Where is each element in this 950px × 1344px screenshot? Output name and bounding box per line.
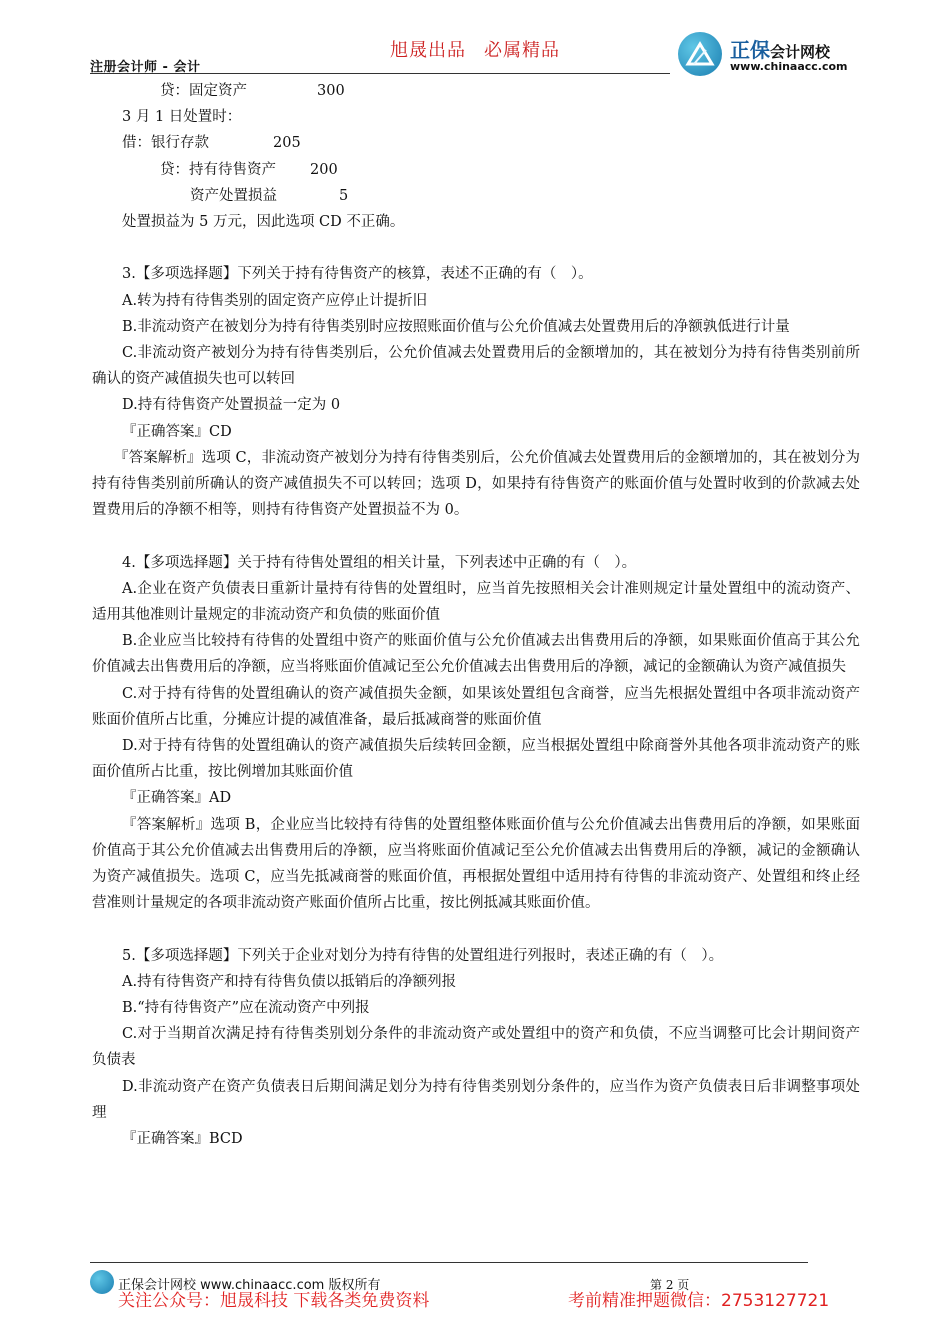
correct-answer: 『正确答案』AD <box>122 790 232 807</box>
question-stem: 5.【多项选择题】下列关于企业对划分为持有待售的处置组进行列报时，表述正确的有（ ）。 <box>122 947 724 964</box>
option-b: B.“持有待售资产”应在流动资产中列报 <box>122 1000 370 1017</box>
footer-logo-icon <box>90 1270 114 1294</box>
answer-analysis: 『答案解析』选项 B，企业应当比较持有待售的处置组整体账面价值与公允价值减去出售费用后的净额，如果账面价值高于其公允价值减去出售费用后的净额，应当将账面价值减记至公允价值减去出售费用后的净额，减记的金额确认为资产减值损失。选项 C，应当先抵减商誉的账面价值，再根据处置组中适用持有待售的非流动资产、处置组和终止经营准则计量规定的各项非流动资产账面价值所占比重，按比例抵减其账面价值。 <box>92 816 860 912</box>
journal-entry: 贷：固定资产 300 <box>160 83 345 99</box>
entry-heading: 3 月 1 日处置时： <box>122 109 242 126</box>
logo-emblem-icon <box>678 32 722 76</box>
option-b: B.非流动资产在被划分为持有待售类别时应按照账面价值与公允价值减去处置费用后的净额孰低进行计量 <box>122 318 790 335</box>
question-stem: 3.【多项选择题】下列关于持有待售资产的核算，表述不正确的有（ ）。 <box>122 266 593 283</box>
option-d: D.非流动资产在资产负债表日后期间满足划分为持有待售类别划分条件的，应当作为资产负债表日后非调整事项处理 <box>92 1078 860 1121</box>
option-d: D.对于持有待售的处置组确认的资产减值损失后续转回金额，应当根据处置组中除商誉外其他各项非流动资产的账面价值所占比重，按比例增加其账面价值 <box>92 738 860 781</box>
question-stem: 4.【多项选择题】关于持有待售处置组的相关计量，下列表述中正确的有（ ）。 <box>122 554 637 571</box>
correct-answer: 『正确答案』BCD <box>122 1131 243 1148</box>
page-number: 第 2 页 <box>650 1278 690 1292</box>
watermark-right: 考前精准押题微信：2753127721 <box>568 1291 830 1311</box>
correct-answer: 『正确答案』CD <box>122 423 232 440</box>
option-a: A.转为持有待售类别的固定资产应停止计提折旧 <box>122 292 428 309</box>
option-a: A.企业在资产负债表日重新计量持有待售的处置组时，应当首先按照相关会计准则规定计量处置组中的流动资产、适用其他准则计量规定的非流动资产和负债的账面价值 <box>92 580 860 624</box>
page-content <box>92 78 860 1152</box>
entry-note: 处置损益为 5 万元，因此选项 CD 不正确。 <box>122 214 405 231</box>
option-b: B.企业应当比较持有待售的处置组中资产的账面价值与公允价值减去出售费用后的净额，如果账面价值高于其公允价值减去出售费用后的净额，应当将账面价值减记至公允价值减去出售费用后的净额，减记的金额确认为资产减值损失 <box>92 633 860 676</box>
brand-logo <box>678 30 878 80</box>
journal-entry: 贷：持有待售资产 200 <box>160 161 338 178</box>
journal-entry: 借：银行存款 205 <box>122 135 301 152</box>
footer-copyright: 正保会计网校 www.chinaacc.com 版权所有 <box>118 1278 381 1293</box>
journal-entry: 资产处置损益 5 <box>190 187 349 204</box>
slogan-1: 旭晟出品 <box>390 40 466 61</box>
logo-name: 正保会计网校 <box>730 38 831 62</box>
option-c: C.对于持有待售的处置组确认的资产减值损失金额，如果该处置组包含商誉，应当先根据处置组中各项非流动资产账面价值所占比重，分摊应计提的减值准备，最后抵减商誉的账面价值 <box>92 685 860 728</box>
logo-url: www.chinaacc.com <box>730 60 848 73</box>
slogan <box>390 36 560 62</box>
watermark-left: 关注公众号：旭晟科技 下载各类免费资料 <box>118 1291 430 1311</box>
option-c: C.对于当期首次满足持有待售类别划分条件的非流动资产或处置组中的资产和负债，不应当调整可比会计期间资产负债表 <box>92 1026 860 1069</box>
slogan-2: 必属精品 <box>484 40 560 61</box>
option-a: A.持有待售资产和持有待售负债以抵销后的净额列报 <box>122 973 457 990</box>
header-rule <box>90 73 670 74</box>
footer-rule <box>90 1262 808 1263</box>
option-c: C.非流动资产被划分为持有待售类别后，公允价值减去处置费用后的金额增加的，其在被划分为持有待售类别前所确认的资产减值损失也可以转回 <box>92 345 860 388</box>
option-d: D.持有待售资产处置损益一定为 0 <box>122 397 341 414</box>
answer-analysis: 『答案解析』选项 C，非流动资产被划分为持有待售类别后，公允价值减去处置费用后的金额增加的，其在被划分为持有待售类别前所确认的资产减值损失不可以转回；选项 D，如果持有待售资产的账面价值与处置时收到的价款减去处置费用后的净额不相等，则持有待售资产处置损益不为 0。 <box>92 449 860 519</box>
logo-sub: 会计网校 <box>770 43 831 61</box>
course-title: 注册会计师 - 会计 <box>90 60 201 75</box>
